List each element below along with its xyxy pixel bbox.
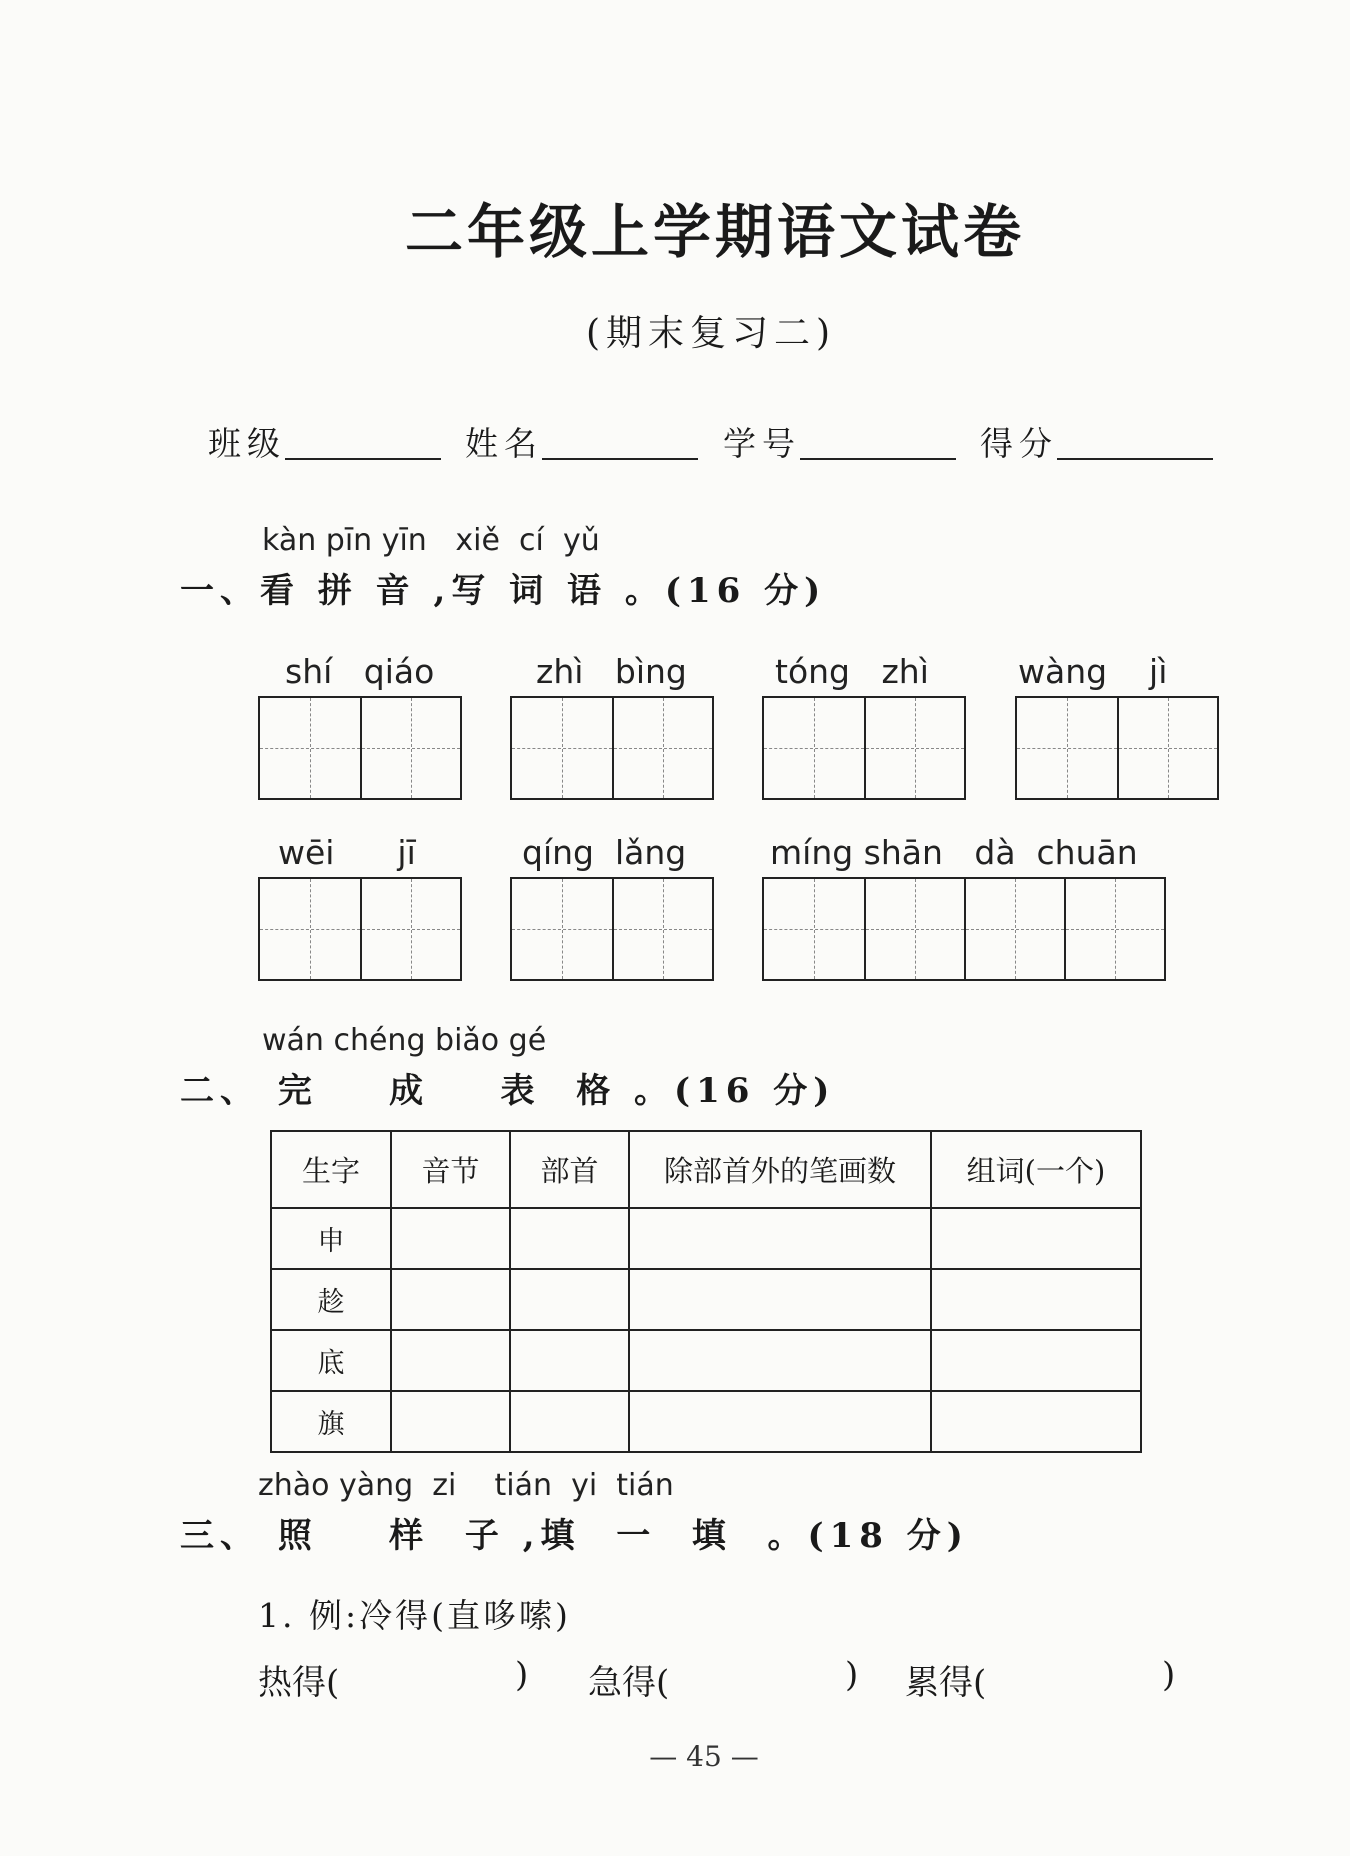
section2-pinyin: wán chéng biǎo gé [262, 1023, 547, 1058]
section2-heading: 二、 完 成 表 格 。(16 分) [180, 1071, 836, 1111]
table-header: 音节 [391, 1131, 510, 1208]
fill-blank[interactable] [675, 1652, 835, 1696]
answer-cell[interactable] [931, 1391, 1141, 1452]
word-pinyin: shí qiáo [285, 652, 435, 691]
fill-blank[interactable] [992, 1652, 1152, 1696]
section3-pinyin: zhào yàng zi tián yi tián [258, 1468, 674, 1503]
character-table [270, 1130, 1142, 1453]
answer-cell[interactable] [931, 1269, 1141, 1330]
writing-box[interactable] [1015, 696, 1219, 800]
word-pinyin: wēi jī [278, 833, 416, 872]
score-label: 得分 [980, 424, 1058, 463]
fill-prompt: 热得( [258, 1663, 340, 1703]
table-header: 生字 [271, 1131, 391, 1208]
writing-box[interactable] [258, 877, 462, 981]
word-pinyin: qíng lǎng [522, 833, 687, 872]
name-blank[interactable] [542, 418, 698, 460]
word-pinyin: wàng jì [1018, 652, 1168, 691]
answer-cell[interactable] [510, 1391, 629, 1452]
table-header: 组词(一个) [931, 1131, 1141, 1208]
answer-cell[interactable] [391, 1269, 510, 1330]
character-cell: 趁 [271, 1269, 391, 1330]
answer-cell[interactable] [510, 1208, 629, 1269]
table-header-row [271, 1131, 1141, 1208]
table-header: 部首 [510, 1131, 629, 1208]
answer-cell[interactable] [931, 1330, 1141, 1391]
answer-cell[interactable] [629, 1208, 931, 1269]
section3-heading: 三、 照 样 子 ,填 一 填 。(18 分) [180, 1516, 969, 1556]
answer-cell[interactable] [629, 1269, 931, 1330]
section1-pinyin: kàn pīn yīn xiě cí yǔ [262, 523, 600, 558]
student-id-blank[interactable] [800, 418, 956, 460]
writing-box[interactable] [762, 696, 966, 800]
table-row [271, 1208, 1141, 1269]
answer-cell[interactable] [931, 1208, 1141, 1269]
example-line: 1. 例:冷得(直哆嗦) [258, 1596, 571, 1635]
answer-cell[interactable] [629, 1330, 931, 1391]
table-row [271, 1269, 1141, 1330]
table-row [271, 1391, 1141, 1452]
fill-close: ) [515, 1655, 529, 1695]
writing-box[interactable] [510, 877, 714, 981]
page-subtitle: (期末复习二) [585, 313, 837, 354]
name-label: 姓名 [465, 424, 543, 463]
class-label: 班级 [208, 424, 286, 463]
section1-heading: 一、看 拼 音 ,写 词 语 。(16 分) [180, 571, 827, 611]
answer-cell[interactable] [391, 1330, 510, 1391]
score-blank[interactable] [1057, 418, 1213, 460]
page-number: — 45 — [649, 1740, 759, 1773]
answer-cell[interactable] [629, 1391, 931, 1452]
page-title: 二年级上学期语文试卷 [404, 198, 1025, 266]
answer-cell[interactable] [391, 1391, 510, 1452]
table-header: 除部首外的笔画数 [629, 1131, 931, 1208]
table-row [271, 1330, 1141, 1391]
character-cell: 申 [271, 1208, 391, 1269]
fill-blank[interactable] [345, 1652, 505, 1696]
answer-cell[interactable] [391, 1208, 510, 1269]
writing-box[interactable] [762, 877, 1166, 981]
answer-cell[interactable] [510, 1330, 629, 1391]
student-id-label: 学号 [723, 424, 801, 463]
fill-prompt: 累得( [905, 1663, 987, 1703]
fill-prompt: 急得( [588, 1663, 670, 1703]
writing-box[interactable] [510, 696, 714, 800]
class-blank[interactable] [285, 418, 441, 460]
character-cell: 底 [271, 1330, 391, 1391]
word-pinyin: tóng zhì [775, 652, 929, 691]
word-pinyin: míng shān dà chuān [770, 833, 1138, 872]
answer-cell[interactable] [510, 1269, 629, 1330]
writing-box[interactable] [258, 696, 462, 800]
word-pinyin: zhì bìng [536, 652, 687, 691]
fill-close: ) [1162, 1655, 1176, 1695]
character-cell: 旗 [271, 1391, 391, 1452]
fill-close: ) [845, 1655, 859, 1695]
